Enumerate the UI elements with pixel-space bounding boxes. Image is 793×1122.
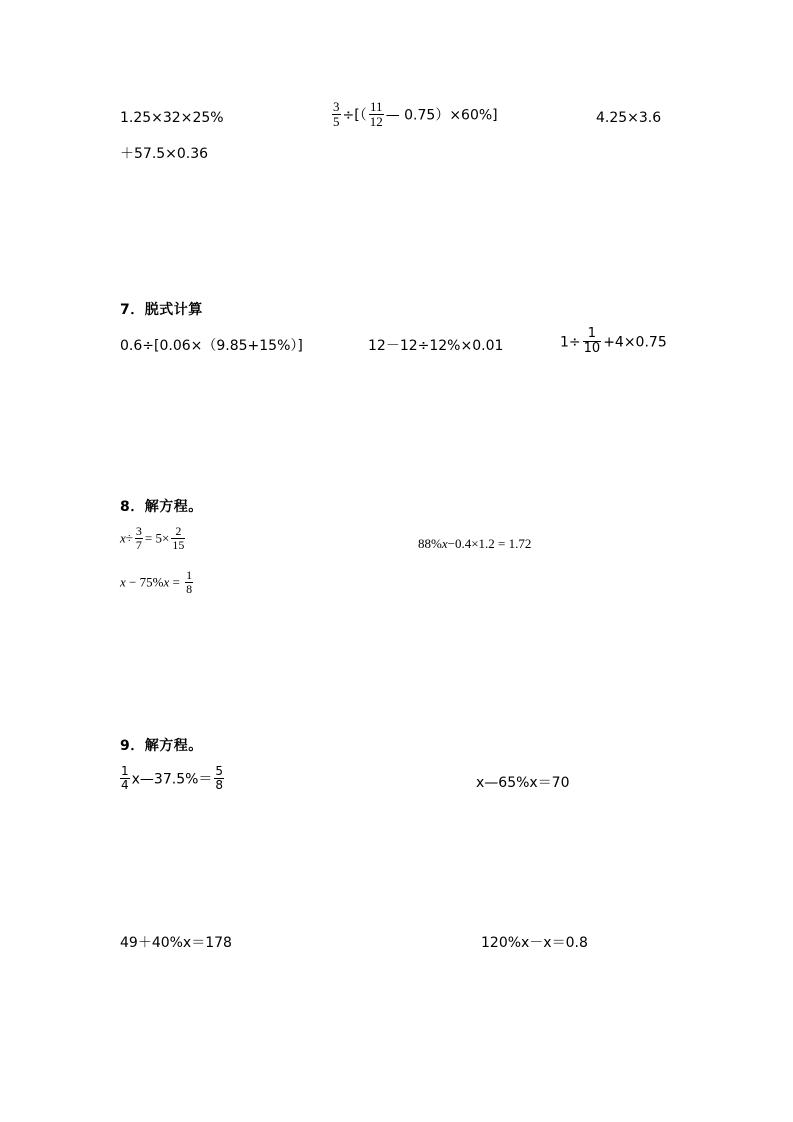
q8-eq3-part-b: = <box>169 574 184 590</box>
fraction-3-7 <box>135 525 143 552</box>
q7-expr-3-part-a: 1÷ <box>560 334 581 351</box>
q9-equation-2: x—65%x＝70 <box>476 775 570 791</box>
section-7-heading: 7．脱式计算 <box>120 302 203 318</box>
fraction-denominator: 12 <box>369 114 383 129</box>
q9-equation-3: 49＋40%x＝178 <box>120 935 232 951</box>
fraction-denominator: 5 <box>333 114 340 129</box>
variable-x: x <box>441 536 448 551</box>
q8-equation-1 <box>120 526 187 553</box>
fraction-3-5 <box>332 100 341 129</box>
fraction-numerator: 3 <box>333 99 340 114</box>
fraction-numerator: 1 <box>121 764 129 778</box>
variable-x: x <box>120 530 126 546</box>
q7-expr-2: 12－12÷12%×0.01 <box>368 338 504 354</box>
fraction-numerator: 1 <box>186 568 193 582</box>
q8-equation-2 <box>418 537 531 551</box>
variable-x: x <box>163 574 170 590</box>
q8-eq2-part-b: −0.4×1.2 = 1.72 <box>447 536 532 551</box>
q7-expr-3 <box>560 328 667 357</box>
fraction-denominator: 15 <box>172 538 185 552</box>
fraction-11-12 <box>369 100 384 129</box>
q8-equation-3 <box>120 570 195 597</box>
q7-expr-1: 0.6÷[0.06×（9.85+15%）] <box>120 338 303 354</box>
fraction-1-4 <box>120 765 130 792</box>
q9-equation-1 <box>118 766 226 793</box>
q8-eq2-part-a: 88% <box>418 536 442 551</box>
fraction-denominator: 4 <box>121 778 129 792</box>
fraction-denominator: 8 <box>215 778 224 792</box>
fraction-denominator: 8 <box>186 582 193 596</box>
expr-2-part-b: — 0.75）×60%] <box>385 107 498 124</box>
fraction-numerator: 5 <box>215 764 224 778</box>
expr-1: 1.25×32×25% <box>120 110 224 126</box>
expr-2 <box>330 101 498 130</box>
variable-x: x <box>120 574 126 590</box>
q7-expr-3-part-b: +4×0.75 <box>603 334 667 351</box>
section-9-heading: 9．解方程。 <box>120 738 203 754</box>
fraction-2-15 <box>171 525 185 552</box>
fraction-5-8 <box>214 765 224 792</box>
fraction-numerator: 3 <box>135 524 142 538</box>
fraction-1-10 <box>583 327 602 356</box>
expr-2-part-a: ÷[（ <box>342 107 367 124</box>
q8-eq3-part-a: − 75% <box>125 574 164 590</box>
fraction-numerator: 1 <box>583 327 602 342</box>
fraction-1-8 <box>185 569 193 596</box>
section-8-heading: 8．解方程。 <box>120 499 203 515</box>
fraction-denominator: 10 <box>583 341 601 356</box>
fraction-numerator: 11 <box>369 99 383 114</box>
fraction-denominator: 7 <box>135 538 142 552</box>
q9-eq1-part-a: x—37.5%＝ <box>131 771 213 788</box>
q8-eq1-part-a: ÷ <box>125 530 133 546</box>
q9-equation-4: 120%x－x＝0.8 <box>481 935 588 951</box>
expr-3: 4.25×3.6 <box>596 110 662 126</box>
q8-eq1-part-b: = 5× <box>144 530 170 546</box>
fraction-numerator: 2 <box>171 525 185 539</box>
expr-3-continued: ＋57.5×0.36 <box>120 146 209 162</box>
